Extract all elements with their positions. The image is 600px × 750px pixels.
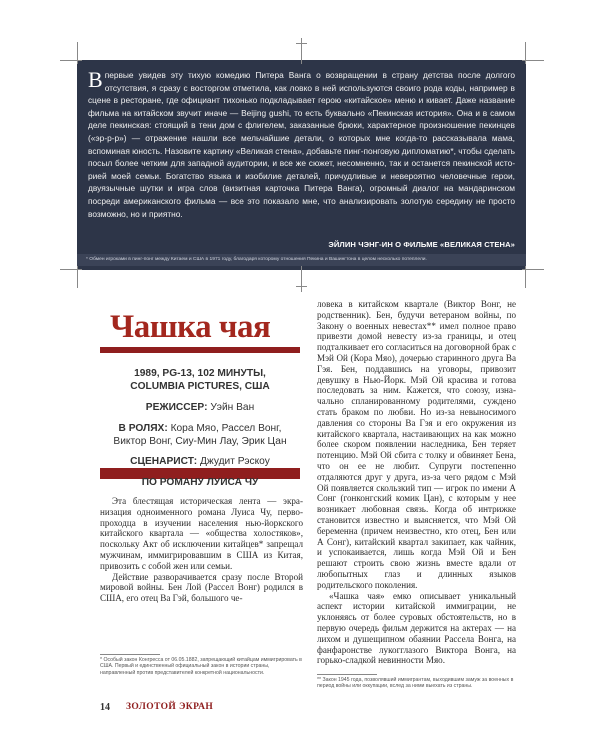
cast-label: В РОЛЯХ:: [118, 423, 168, 434]
movie-title: Чашка чая: [110, 309, 271, 345]
quote-text: первые увидев эту тихую комедию Питера Ванга о возвращении в страну детства после долгого отсутствия, я сразу с восторгом отметила, как ловко в ней используются своиго рода коды, например в сцене в ресторане, где официант тихонько подкладывает герою «китайское» меню и кивает. Даже название фильма на китайском звучит иначе — Beijing gushi, то есть буквально «Пекинская история». Она и в самом деле пекинская: стоящий в тени дом с флигелем, заказанные брюки, характерное произношение пекинцев («эр-р-р») — отражение нашли все мельчайшие детали, о которых мне когда-то рассказывала мама, вспоминая юность. Назовите картину «Великая стена», добавьте пинг-понговую дипломатию*, чтобы сделать посыл более четким для западной аудитории, и все же сюжет, несомненно, так и останется пекинской историей моей семьи. Богатство языка и изобилие деталей, причудливые и невероятно человечные герои, двуязычные шутки и игра слов (визитная карточка Питера Ванга), огромный диалог на мандаринском посреди американского фильма — все это показало мне, что анализировать золотую середину не просто возможно, но и приятно.: [88, 70, 515, 219]
left-paragraph-1: Эта блестящая историческая лента — экранизация одноименного романа Луиса Чу, первопроходца в изучении населения нью-йоркского китайского квартала — «общества холостяков», поскольку Акт об исключении китайцев* запрещал мужчинам, иммигрировавшим в США из Китая, привозить с собой жен или семьи.: [100, 496, 303, 571]
right-footnote-rule: [317, 674, 377, 675]
right-paragraph-1: ловека в китайском квартале (Виктор Вонг, не родственник). Бен, будучи ветераном войны, по Закону о военных невестах** имел полное право привезти домой невесту из-за границы, и отец подталкивает его согласиться на договорной брак с Мэй Ой (Кора Мяо), дочерью старинного друга Ва Гэя. Бен, поддавшись на уговоры, привозит девушку в Нью-Йорк. Мэй Ой красива и готова последовать за ним. Кажется, что союзу, изначально спланированному родителями, суждено стать браком по любви. Но из-за невыносимого давления со стороны Ва Гэя и его окружения из китайского квартала, настаивающих на как можно более скором появлении наследника, Бен теряет потенцию. Мэй Ой сбита с толку и обвиняет Бена, что он ее не любит. Супруги постепенно отдаляются друг у друга, из-за чего рядом с Мэй Ой появляется скользкий тип — игрок по имени А Сонг (гонконгский комик Цан), с которым у нее возникает любовная связь. Когда об интрижке становится известно и выясняется, что Мэй Ой беременна (причем неизвестно, кто отец, Бен или А Сонг), китайский квартал закипает, как чайник, и успокаивается, лишь когда Мэй Ой и Бен решают строить свою жизнь вместе вдали от любопытных глаз и длинных языков родительского поколения.: [317, 299, 516, 590]
director-label: РЕЖИССЕР:: [145, 402, 208, 413]
director-value: Уэйн Ван: [210, 402, 255, 413]
quote-footnote: * Обмен игроками в пинг-понг между Китаем и США в 1971 году, благодаря которому отношения Пекина и Вашингтона в целом несколько потеплели.: [77, 254, 526, 266]
article-right-column: [317, 299, 516, 666]
article-left-column: [100, 496, 303, 604]
right-paragraph-2: «Чашка чая» емко описывает уникальный аспект истории китайской иммиграции, не уклоняясь от более суровых обстоятельств, но в первую очередь фильм держится на актерах — на лихом и душещипном обаянии Рассела Вонга, на фанфаронстве лукогглазого Виктора Вонга, на горько-сладкой невинности Мяо.: [317, 590, 516, 666]
writer-value: Джудит Рэскоу: [200, 456, 270, 467]
left-footnote: * Особый закон Конгресса от 06.05.1882, запрещающий китайцам иммигрировать в США. Первый и единственный официальный закон в истории страны, направленный против представителей конкретной национальности.: [100, 657, 302, 676]
magazine-name: ЗОЛОТОЙ ЭКРАН: [126, 702, 214, 712]
quote-box: [77, 60, 526, 270]
cast-value-2: Виктор Вонг, Сиу-Мин Лау, Эрик Цан: [113, 436, 287, 447]
left-footnote-rule: [100, 654, 160, 655]
writer-label: СЦЕНАРИСТ:: [130, 456, 198, 467]
info-director: [100, 402, 300, 413]
info-year-line: 1989, PG-13, 102 МИНУТЫ,: [134, 368, 266, 379]
page-number: 14: [100, 702, 110, 713]
top-red-bar: [100, 347, 300, 353]
quote-signature: ЭЙЛИН ЧЭНГ-ИН О ФИЛЬМЕ «ВЕЛИКАЯ СТЕНА»: [328, 240, 515, 249]
quote-dropcap: В: [88, 67, 103, 92]
left-paragraph-2: Действие разворачивается сразу после Второй мировой войны. Бен Лой (Рассел Вонг) родился в США, его отец Ва Гэй, большого че-: [100, 571, 303, 604]
info-based-on: ПО РОМАНУ ЛУИСА ЧУ: [141, 477, 259, 488]
quote-text-block: [88, 69, 515, 220]
right-footnote: ** Закон 1945 года, позволявший иммигрантам, выходившим замуж за военных в период войны или оккупации, вслед за ними выехать из страны.: [317, 677, 514, 690]
info-writer: [100, 456, 300, 467]
cast-value-1: Кора Мяо, Рассел Вонг,: [170, 423, 282, 434]
info-studio-line: COLUMBIA PICTURES, США: [130, 381, 270, 392]
info-cast-1: [100, 423, 300, 434]
